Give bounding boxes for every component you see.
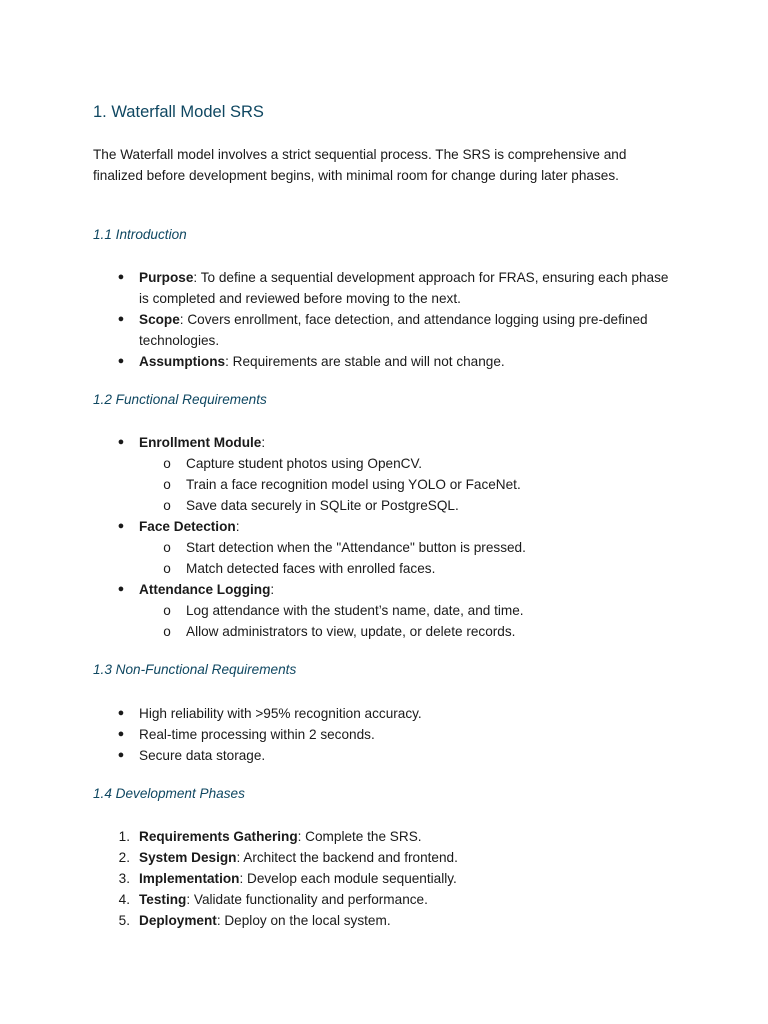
bullet-icon: ●: [117, 355, 125, 367]
item-label: Deployment: [139, 913, 217, 928]
item-number: 5.: [118, 913, 130, 928]
section-heading-functional: 1.2 Functional Requirements: [93, 392, 267, 407]
item-label: Testing: [139, 892, 187, 907]
group-label: Attendance Logging: [139, 582, 271, 597]
item-label: Implementation: [139, 871, 240, 886]
sub-item-text: Log attendance with the student’s name, date, and time.: [186, 603, 524, 618]
item-number: 1.: [118, 829, 130, 844]
sub-list-item: [0, 474, 686, 495]
item-text: : To define a sequential development approach for FRAS, ensuring each phase is completed and reviewed before moving to the next.: [139, 270, 669, 306]
item-number: 4.: [118, 892, 130, 907]
sub-list-item: [0, 600, 686, 621]
group-suffix: :: [270, 582, 275, 597]
functional-list: [0, 432, 686, 642]
intro-paragraph: The Waterfall model involves a strict sequential process. The SRS is comprehensive and finalized before development begins, with minimal room for change during later phases.: [93, 147, 627, 183]
numbered-item: [0, 847, 679, 868]
circle-bullet-icon: o: [163, 477, 171, 492]
bullet-icon: ●: [117, 749, 125, 761]
item-text: : Architect the backend and frontend.: [236, 850, 458, 865]
circle-bullet-icon: o: [163, 456, 171, 471]
sub-list-item: [0, 537, 686, 558]
item-text: High reliability with >95% recognition accuracy.: [139, 706, 422, 721]
item-text: : Develop each module sequentially.: [239, 871, 457, 886]
circle-bullet-icon: o: [163, 603, 171, 618]
bullet-icon: ●: [117, 583, 125, 595]
numbered-item: [0, 889, 679, 910]
sub-list-item: [0, 558, 686, 579]
item-text: : Validate functionality and performance.: [186, 892, 428, 907]
numbered-item: [0, 910, 679, 931]
section-heading-non-functional: 1.3 Non-Functional Requirements: [93, 662, 297, 677]
circle-bullet-icon: o: [163, 498, 171, 513]
list-item: [0, 267, 679, 309]
item-number: 2.: [118, 850, 130, 865]
numbered-item: [0, 826, 679, 847]
group-suffix: :: [235, 519, 240, 534]
introduction-list: [0, 267, 679, 372]
list-item: [0, 703, 679, 724]
bullet-icon: ●: [117, 520, 125, 532]
bullet-icon: ●: [117, 436, 125, 448]
phases-list: [0, 826, 679, 931]
circle-bullet-icon: o: [163, 540, 171, 555]
group-suffix: :: [261, 435, 266, 450]
item-text: : Requirements are stable and will not change.: [225, 354, 505, 369]
sub-item-text: Save data securely in SQLite or PostgreSQL.: [186, 498, 459, 513]
group-label: Enrollment Module: [139, 435, 262, 450]
bullet-icon: ●: [117, 707, 125, 719]
item-text: : Complete the SRS.: [297, 829, 422, 844]
circle-bullet-icon: o: [163, 561, 171, 576]
sub-item-text: Capture student photos using OpenCV.: [186, 456, 423, 471]
list-item: [0, 432, 679, 453]
list-item: [0, 309, 679, 351]
sub-list-item: [0, 495, 686, 516]
sub-item-text: Train a face recognition model using YOLO or FaceNet.: [186, 477, 521, 492]
list-item: [0, 351, 679, 372]
item-text: Secure data storage.: [139, 748, 266, 763]
list-item: [0, 745, 679, 766]
section-heading-phases: 1.4 Development Phases: [93, 786, 245, 801]
bullet-icon: ●: [117, 728, 125, 740]
list-item: [0, 516, 679, 537]
item-label: Scope: [139, 312, 180, 327]
section-heading-introduction: 1.1 Introduction: [93, 227, 187, 242]
sub-item-text: Allow administrators to view, update, or delete records.: [186, 624, 516, 639]
sub-item-text: Match detected faces with enrolled faces.: [186, 561, 436, 576]
item-label: Requirements Gathering: [139, 829, 298, 844]
bullet-icon: ●: [117, 313, 125, 325]
document-title: 1. Waterfall Model SRS: [93, 103, 264, 121]
sub-item-text: Start detection when the "Attendance" button is pressed.: [186, 540, 526, 555]
sub-list-item: [0, 453, 686, 474]
bullet-icon: ●: [117, 271, 125, 283]
non-functional-list: [0, 703, 679, 766]
list-item: [0, 579, 679, 600]
item-label: Assumptions: [139, 354, 226, 369]
sub-list-item: [0, 621, 686, 642]
item-text: : Covers enrollment, face detection, and attendance logging using pre-defined technologies.: [139, 312, 648, 348]
item-number: 3.: [118, 871, 130, 886]
group-label: Face Detection: [139, 519, 236, 534]
list-item: [0, 724, 679, 745]
item-label: Purpose: [139, 270, 194, 285]
numbered-item: [0, 868, 679, 889]
circle-bullet-icon: o: [163, 624, 171, 639]
item-text: Real-time processing within 2 seconds.: [139, 727, 375, 742]
item-text: : Deploy on the local system.: [216, 913, 391, 928]
item-label: System Design: [139, 850, 237, 865]
